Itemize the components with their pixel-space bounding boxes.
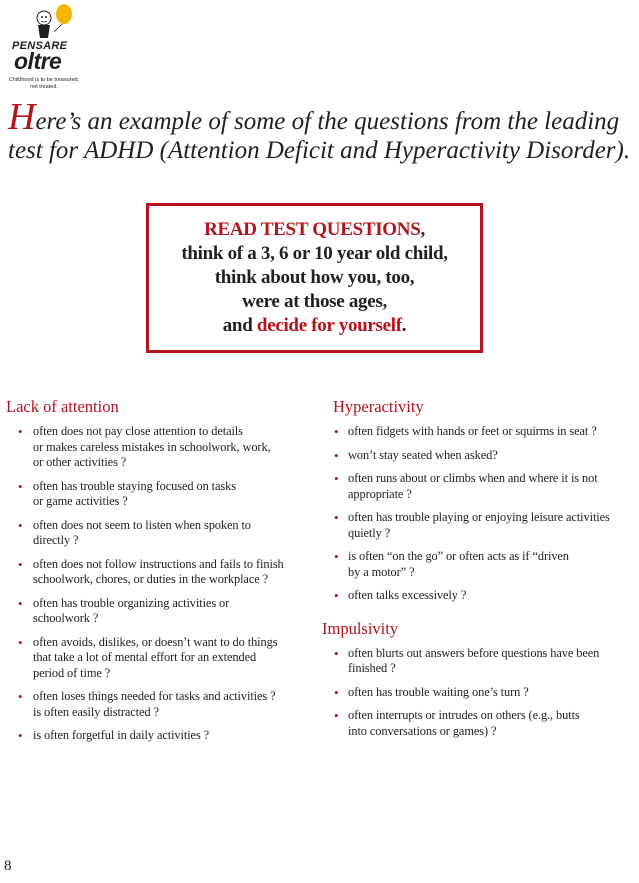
list-item: [6, 557, 306, 588]
bullet-icon: •: [18, 595, 23, 611]
logo-tagline-line-1: Childhood is to be treasured,: [8, 77, 80, 83]
section-title-hyperactivity: Hyperactivity: [333, 397, 424, 416]
list-item-line: often runs about or climbs when and where it is not: [348, 471, 598, 485]
list-item-line: often does not seem to listen when spoken to: [33, 517, 251, 532]
bullet-icon: •: [18, 478, 23, 494]
list-item-line: is often “on the go” or often acts as if “driven: [348, 549, 569, 563]
callout-line-1: [204, 218, 425, 242]
callout-line-4: were at those ages,: [242, 291, 387, 312]
pensare-oltre-logo: [6, 2, 82, 92]
logo-tagline: [6, 77, 82, 91]
impulsivity-list: [322, 646, 632, 740]
callout-period: .: [401, 315, 407, 336]
bullet-icon: •: [334, 471, 339, 486]
bullet-icon: •: [334, 645, 339, 661]
list-item: [322, 708, 632, 739]
callout-line-2: think of a 3, 6 or 10 year old child,: [181, 243, 448, 264]
list-item-line: directly ?: [33, 533, 79, 547]
bullet-icon: •: [334, 424, 339, 439]
list-item-line: often interrupts or intrudes on others (e.g., butts: [348, 708, 580, 722]
bullet-icon: •: [18, 728, 23, 743]
callout-emphasis-1: READ TEST QUESTIONS: [204, 219, 421, 240]
list-item-line: often has trouble playing or enjoying leisure activities: [348, 510, 610, 524]
callout-line-3: think about how you, too,: [214, 267, 415, 288]
list-item: [6, 635, 306, 682]
list-item: [6, 479, 306, 510]
list-item-line: appropriate ?: [348, 486, 412, 501]
bullet-icon: •: [334, 684, 339, 700]
list-item: [6, 728, 306, 744]
headline-line-1-text: ere’s an example of some of the questions from the leading: [35, 108, 620, 135]
lack-of-attention-column: [6, 396, 306, 752]
list-item-line: is often forgetful in daily activities ?: [33, 728, 210, 742]
list-item-line: that take a lot of mental effort for an extended: [33, 650, 257, 664]
list-item: [6, 689, 306, 720]
list-item-line: often has trouble organizing activities or: [33, 595, 230, 610]
logo-brand-bottom: oltre: [14, 48, 62, 74]
list-item: [322, 588, 632, 604]
list-item-line: or other activities ?: [33, 455, 127, 469]
logo-mascot-icon: [32, 2, 76, 42]
list-item: [322, 549, 632, 580]
list-item: [6, 424, 306, 471]
section-title-lack-of-attention: Lack of attention: [6, 397, 119, 416]
bullet-icon: •: [18, 634, 23, 650]
bullet-icon: •: [334, 549, 339, 564]
headline-dropcap: H: [8, 96, 36, 138]
lack-of-attention-list: [6, 424, 306, 744]
bullet-icon: •: [18, 556, 23, 572]
bullet-icon: •: [334, 708, 339, 723]
list-item: [322, 471, 632, 502]
list-item: [322, 448, 632, 464]
list-item-line: schoolwork ?: [33, 611, 99, 625]
list-item: [322, 424, 632, 440]
bullet-icon: •: [18, 689, 23, 704]
right-column: [322, 396, 632, 747]
list-item-line: finished ?: [348, 661, 396, 675]
headline-line-2: test for ADHD (Attention Deficit and Hyperactivity Disorder).: [8, 137, 631, 164]
list-item-line: period of time ?: [33, 665, 111, 680]
list-item-line: or game activities ?: [33, 494, 128, 508]
list-item-line: won’t stay seated when asked?: [348, 447, 498, 462]
list-item-line: often fidgets with hands or feet or squirms in seat ?: [348, 424, 597, 438]
page-number: 8: [4, 858, 12, 874]
callout-emphasis-2: decide for yourself: [256, 315, 402, 336]
bullet-icon: •: [334, 447, 339, 463]
callout-line-5: [223, 314, 407, 338]
list-item-line: or makes careless mistakes in schoolwork, work,: [33, 439, 271, 454]
list-item-line: often does not follow instructions and fails to finish: [33, 556, 284, 571]
list-item-line: quietly ?: [348, 525, 391, 540]
hyperactivity-list: [322, 424, 632, 604]
logo-brand-top: PENSARE: [12, 40, 68, 52]
callout-and: and: [222, 315, 257, 336]
section-title-impulsivity: Impulsivity: [322, 618, 399, 638]
list-item-line: often has trouble waiting one’s turn ?: [348, 684, 529, 699]
bullet-icon: •: [18, 517, 23, 533]
list-item: [322, 646, 632, 677]
list-item-line: often blurts out answers before questions have been: [348, 645, 600, 660]
list-item-line: schoolwork, chores, or duties in the workplace ?: [33, 572, 269, 586]
list-item-line: often avoids, dislikes, or doesn’t want to do things: [33, 634, 278, 649]
bullet-icon: •: [334, 510, 339, 525]
list-item: [6, 518, 306, 549]
callout-comma: ,: [420, 219, 425, 240]
list-item: [322, 685, 632, 701]
headline-line-1: [8, 96, 639, 138]
list-item: [322, 510, 632, 541]
list-item: [6, 596, 306, 627]
list-item-line: often loses things needed for tasks and activities ?: [33, 689, 276, 703]
list-item-line: often does not pay close attention to details: [33, 424, 243, 438]
list-item-line: often talks excessively ?: [348, 588, 467, 602]
logo-tagline-line-2: not treated.: [30, 84, 58, 90]
bullet-icon: •: [334, 588, 339, 603]
callout-box: [146, 203, 483, 353]
list-item-line: into conversations or games) ?: [348, 723, 497, 738]
bullet-icon: •: [18, 424, 23, 439]
list-item-line: by a motor” ?: [348, 564, 415, 579]
page-headline: [8, 96, 639, 165]
list-item-line: is often easily distracted ?: [33, 704, 159, 719]
list-item-line: often has trouble staying focused on tasks: [33, 478, 236, 493]
